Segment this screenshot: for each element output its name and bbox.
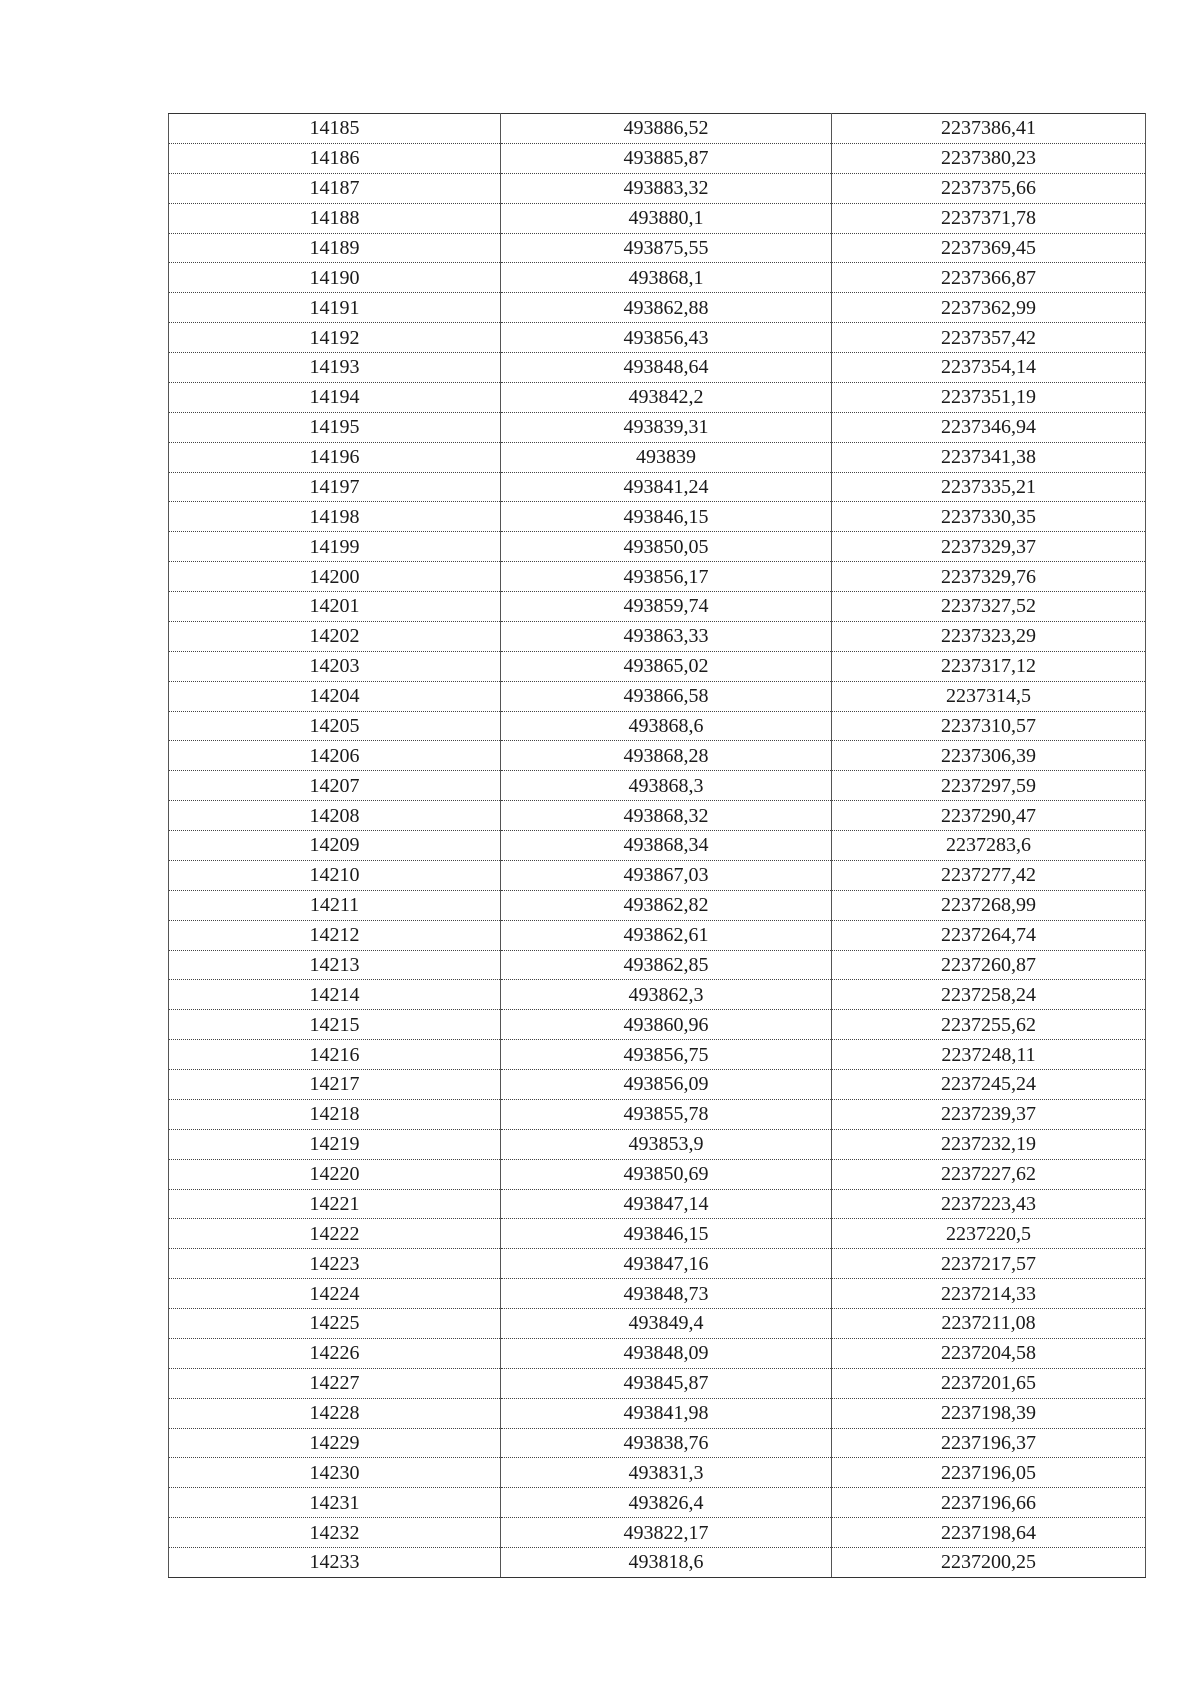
x-coordinate-cell: 493839,31 xyxy=(501,412,832,442)
x-coordinate-cell: 493862,82 xyxy=(501,890,832,920)
table-row xyxy=(169,801,1146,831)
y-coordinate-cell: 2237196,05 xyxy=(832,1458,1146,1488)
table-row xyxy=(169,203,1146,233)
table-row xyxy=(169,1488,1146,1518)
y-coordinate-cell: 2237248,11 xyxy=(832,1040,1146,1070)
y-coordinate-cell: 2237290,47 xyxy=(832,801,1146,831)
point-number-cell: 14190 xyxy=(169,263,501,293)
table-row xyxy=(169,1070,1146,1100)
point-number-cell: 14220 xyxy=(169,1159,501,1189)
x-coordinate-cell: 493842,2 xyxy=(501,382,832,412)
x-coordinate-cell: 493867,03 xyxy=(501,860,832,890)
y-coordinate-cell: 2237201,65 xyxy=(832,1368,1146,1398)
point-number-cell: 14219 xyxy=(169,1129,501,1159)
table-row xyxy=(169,1189,1146,1219)
table-row xyxy=(169,472,1146,502)
table-row xyxy=(169,173,1146,203)
x-coordinate-cell: 493850,69 xyxy=(501,1159,832,1189)
y-coordinate-cell: 2237380,23 xyxy=(832,143,1146,173)
point-number-cell: 14187 xyxy=(169,173,501,203)
y-coordinate-cell: 2237314,5 xyxy=(832,681,1146,711)
table-row xyxy=(169,890,1146,920)
y-coordinate-cell: 2237232,19 xyxy=(832,1129,1146,1159)
table-row xyxy=(169,741,1146,771)
table-row xyxy=(169,1368,1146,1398)
table-row xyxy=(169,143,1146,173)
table-row xyxy=(169,711,1146,741)
x-coordinate-cell: 493841,24 xyxy=(501,472,832,502)
x-coordinate-cell: 493847,14 xyxy=(501,1189,832,1219)
table-row xyxy=(169,920,1146,950)
y-coordinate-cell: 2237323,29 xyxy=(832,621,1146,651)
x-coordinate-cell: 493849,4 xyxy=(501,1309,832,1339)
point-number-cell: 14207 xyxy=(169,771,501,801)
x-coordinate-cell: 493866,58 xyxy=(501,681,832,711)
point-number-cell: 14221 xyxy=(169,1189,501,1219)
table-row xyxy=(169,651,1146,681)
table-row xyxy=(169,1159,1146,1189)
point-number-cell: 14227 xyxy=(169,1368,501,1398)
y-coordinate-cell: 2237351,19 xyxy=(832,382,1146,412)
table-row xyxy=(169,1040,1146,1070)
y-coordinate-cell: 2237362,99 xyxy=(832,293,1146,323)
point-number-cell: 14230 xyxy=(169,1458,501,1488)
point-number-cell: 14218 xyxy=(169,1099,501,1129)
point-number-cell: 14189 xyxy=(169,233,501,263)
point-number-cell: 14215 xyxy=(169,1010,501,1040)
table-row xyxy=(169,1249,1146,1279)
y-coordinate-cell: 2237366,87 xyxy=(832,263,1146,293)
x-coordinate-cell: 493848,73 xyxy=(501,1279,832,1309)
y-coordinate-cell: 2237223,43 xyxy=(832,1189,1146,1219)
table-row xyxy=(169,293,1146,323)
point-number-cell: 14203 xyxy=(169,651,501,681)
coordinates-table-body xyxy=(169,114,1146,1578)
x-coordinate-cell: 493845,87 xyxy=(501,1368,832,1398)
point-number-cell: 14192 xyxy=(169,323,501,353)
y-coordinate-cell: 2237211,08 xyxy=(832,1309,1146,1339)
table-row xyxy=(169,1219,1146,1249)
point-number-cell: 14206 xyxy=(169,741,501,771)
x-coordinate-cell: 493875,55 xyxy=(501,233,832,263)
point-number-cell: 14195 xyxy=(169,412,501,442)
table-row xyxy=(169,1010,1146,1040)
y-coordinate-cell: 2237346,94 xyxy=(832,412,1146,442)
x-coordinate-cell: 493868,34 xyxy=(501,831,832,861)
point-number-cell: 14229 xyxy=(169,1428,501,1458)
y-coordinate-cell: 2237260,87 xyxy=(832,950,1146,980)
x-coordinate-cell: 493885,87 xyxy=(501,143,832,173)
point-number-cell: 14226 xyxy=(169,1338,501,1368)
x-coordinate-cell: 493848,09 xyxy=(501,1338,832,1368)
point-number-cell: 14225 xyxy=(169,1309,501,1339)
y-coordinate-cell: 2237227,62 xyxy=(832,1159,1146,1189)
x-coordinate-cell: 493862,61 xyxy=(501,920,832,950)
table-row xyxy=(169,621,1146,651)
table-row xyxy=(169,1428,1146,1458)
x-coordinate-cell: 493860,96 xyxy=(501,1010,832,1040)
y-coordinate-cell: 2237196,37 xyxy=(832,1428,1146,1458)
table-row xyxy=(169,681,1146,711)
y-coordinate-cell: 2237255,62 xyxy=(832,1010,1146,1040)
y-coordinate-cell: 2237386,41 xyxy=(832,114,1146,144)
y-coordinate-cell: 2237268,99 xyxy=(832,890,1146,920)
table-row xyxy=(169,412,1146,442)
point-number-cell: 14191 xyxy=(169,293,501,323)
x-coordinate-cell: 493868,3 xyxy=(501,771,832,801)
point-number-cell: 14216 xyxy=(169,1040,501,1070)
y-coordinate-cell: 2237264,74 xyxy=(832,920,1146,950)
y-coordinate-cell: 2237204,58 xyxy=(832,1338,1146,1368)
point-number-cell: 14211 xyxy=(169,890,501,920)
x-coordinate-cell: 493862,85 xyxy=(501,950,832,980)
x-coordinate-cell: 493856,43 xyxy=(501,323,832,353)
x-coordinate-cell: 493846,15 xyxy=(501,502,832,532)
point-number-cell: 14208 xyxy=(169,801,501,831)
y-coordinate-cell: 2237329,76 xyxy=(832,562,1146,592)
table-row xyxy=(169,1338,1146,1368)
point-number-cell: 14222 xyxy=(169,1219,501,1249)
x-coordinate-cell: 493880,1 xyxy=(501,203,832,233)
y-coordinate-cell: 2237196,66 xyxy=(832,1488,1146,1518)
y-coordinate-cell: 2237245,24 xyxy=(832,1070,1146,1100)
x-coordinate-cell: 493822,17 xyxy=(501,1518,832,1548)
y-coordinate-cell: 2237310,57 xyxy=(832,711,1146,741)
y-coordinate-cell: 2237335,21 xyxy=(832,472,1146,502)
point-number-cell: 14232 xyxy=(169,1518,501,1548)
point-number-cell: 14194 xyxy=(169,382,501,412)
x-coordinate-cell: 493868,32 xyxy=(501,801,832,831)
y-coordinate-cell: 2237369,45 xyxy=(832,233,1146,263)
table-row xyxy=(169,442,1146,472)
y-coordinate-cell: 2237327,52 xyxy=(832,592,1146,622)
table-row xyxy=(169,323,1146,353)
table-row xyxy=(169,1398,1146,1428)
point-number-cell: 14199 xyxy=(169,532,501,562)
x-coordinate-cell: 493883,32 xyxy=(501,173,832,203)
x-coordinate-cell: 493850,05 xyxy=(501,532,832,562)
x-coordinate-cell: 493856,75 xyxy=(501,1040,832,1070)
x-coordinate-cell: 493818,6 xyxy=(501,1548,832,1578)
y-coordinate-cell: 2237217,57 xyxy=(832,1249,1146,1279)
point-number-cell: 14217 xyxy=(169,1070,501,1100)
point-number-cell: 14209 xyxy=(169,831,501,861)
point-number-cell: 14188 xyxy=(169,203,501,233)
table-row xyxy=(169,1548,1146,1578)
y-coordinate-cell: 2237198,64 xyxy=(832,1518,1146,1548)
x-coordinate-cell: 493868,28 xyxy=(501,741,832,771)
point-number-cell: 14201 xyxy=(169,592,501,622)
y-coordinate-cell: 2237357,42 xyxy=(832,323,1146,353)
table-row xyxy=(169,950,1146,980)
y-coordinate-cell: 2237297,59 xyxy=(832,771,1146,801)
x-coordinate-cell: 493868,1 xyxy=(501,263,832,293)
x-coordinate-cell: 493838,76 xyxy=(501,1428,832,1458)
table-row xyxy=(169,592,1146,622)
table-row xyxy=(169,1129,1146,1159)
point-number-cell: 14200 xyxy=(169,562,501,592)
y-coordinate-cell: 2237329,37 xyxy=(832,532,1146,562)
x-coordinate-cell: 493848,64 xyxy=(501,353,832,383)
table-row xyxy=(169,353,1146,383)
table-row xyxy=(169,860,1146,890)
table-row xyxy=(169,233,1146,263)
y-coordinate-cell: 2237277,42 xyxy=(832,860,1146,890)
y-coordinate-cell: 2237200,25 xyxy=(832,1548,1146,1578)
point-number-cell: 14186 xyxy=(169,143,501,173)
point-number-cell: 14213 xyxy=(169,950,501,980)
coordinates-table xyxy=(168,113,1146,1578)
y-coordinate-cell: 2237214,33 xyxy=(832,1279,1146,1309)
point-number-cell: 14185 xyxy=(169,114,501,144)
y-coordinate-cell: 2237371,78 xyxy=(832,203,1146,233)
x-coordinate-cell: 493847,16 xyxy=(501,1249,832,1279)
point-number-cell: 14204 xyxy=(169,681,501,711)
point-number-cell: 14212 xyxy=(169,920,501,950)
x-coordinate-cell: 493846,15 xyxy=(501,1219,832,1249)
table-row xyxy=(169,1099,1146,1129)
point-number-cell: 14198 xyxy=(169,502,501,532)
x-coordinate-cell: 493839 xyxy=(501,442,832,472)
y-coordinate-cell: 2237317,12 xyxy=(832,651,1146,681)
table-row xyxy=(169,562,1146,592)
table-row xyxy=(169,1458,1146,1488)
point-number-cell: 14231 xyxy=(169,1488,501,1518)
point-number-cell: 14228 xyxy=(169,1398,501,1428)
y-coordinate-cell: 2237239,37 xyxy=(832,1099,1146,1129)
x-coordinate-cell: 493863,33 xyxy=(501,621,832,651)
y-coordinate-cell: 2237220,5 xyxy=(832,1219,1146,1249)
point-number-cell: 14224 xyxy=(169,1279,501,1309)
y-coordinate-cell: 2237330,35 xyxy=(832,502,1146,532)
x-coordinate-cell: 493862,3 xyxy=(501,980,832,1010)
point-number-cell: 14193 xyxy=(169,353,501,383)
table-row xyxy=(169,771,1146,801)
point-number-cell: 14223 xyxy=(169,1249,501,1279)
table-row xyxy=(169,263,1146,293)
y-coordinate-cell: 2237341,38 xyxy=(832,442,1146,472)
x-coordinate-cell: 493831,3 xyxy=(501,1458,832,1488)
point-number-cell: 14214 xyxy=(169,980,501,1010)
x-coordinate-cell: 493853,9 xyxy=(501,1129,832,1159)
x-coordinate-cell: 493855,78 xyxy=(501,1099,832,1129)
x-coordinate-cell: 493856,17 xyxy=(501,562,832,592)
point-number-cell: 14205 xyxy=(169,711,501,741)
table-row xyxy=(169,1279,1146,1309)
point-number-cell: 14233 xyxy=(169,1548,501,1578)
x-coordinate-cell: 493886,52 xyxy=(501,114,832,144)
y-coordinate-cell: 2237375,66 xyxy=(832,173,1146,203)
point-number-cell: 14202 xyxy=(169,621,501,651)
y-coordinate-cell: 2237283,6 xyxy=(832,831,1146,861)
x-coordinate-cell: 493859,74 xyxy=(501,592,832,622)
table-row xyxy=(169,1309,1146,1339)
x-coordinate-cell: 493868,6 xyxy=(501,711,832,741)
table-row xyxy=(169,1518,1146,1548)
table-row xyxy=(169,502,1146,532)
table-row xyxy=(169,114,1146,144)
table-row xyxy=(169,382,1146,412)
x-coordinate-cell: 493865,02 xyxy=(501,651,832,681)
point-number-cell: 14196 xyxy=(169,442,501,472)
y-coordinate-cell: 2237258,24 xyxy=(832,980,1146,1010)
table-row xyxy=(169,980,1146,1010)
x-coordinate-cell: 493826,4 xyxy=(501,1488,832,1518)
table-row xyxy=(169,532,1146,562)
table-row xyxy=(169,831,1146,861)
x-coordinate-cell: 493862,88 xyxy=(501,293,832,323)
y-coordinate-cell: 2237198,39 xyxy=(832,1398,1146,1428)
y-coordinate-cell: 2237306,39 xyxy=(832,741,1146,771)
x-coordinate-cell: 493856,09 xyxy=(501,1070,832,1100)
point-number-cell: 14210 xyxy=(169,860,501,890)
y-coordinate-cell: 2237354,14 xyxy=(832,353,1146,383)
point-number-cell: 14197 xyxy=(169,472,501,502)
x-coordinate-cell: 493841,98 xyxy=(501,1398,832,1428)
